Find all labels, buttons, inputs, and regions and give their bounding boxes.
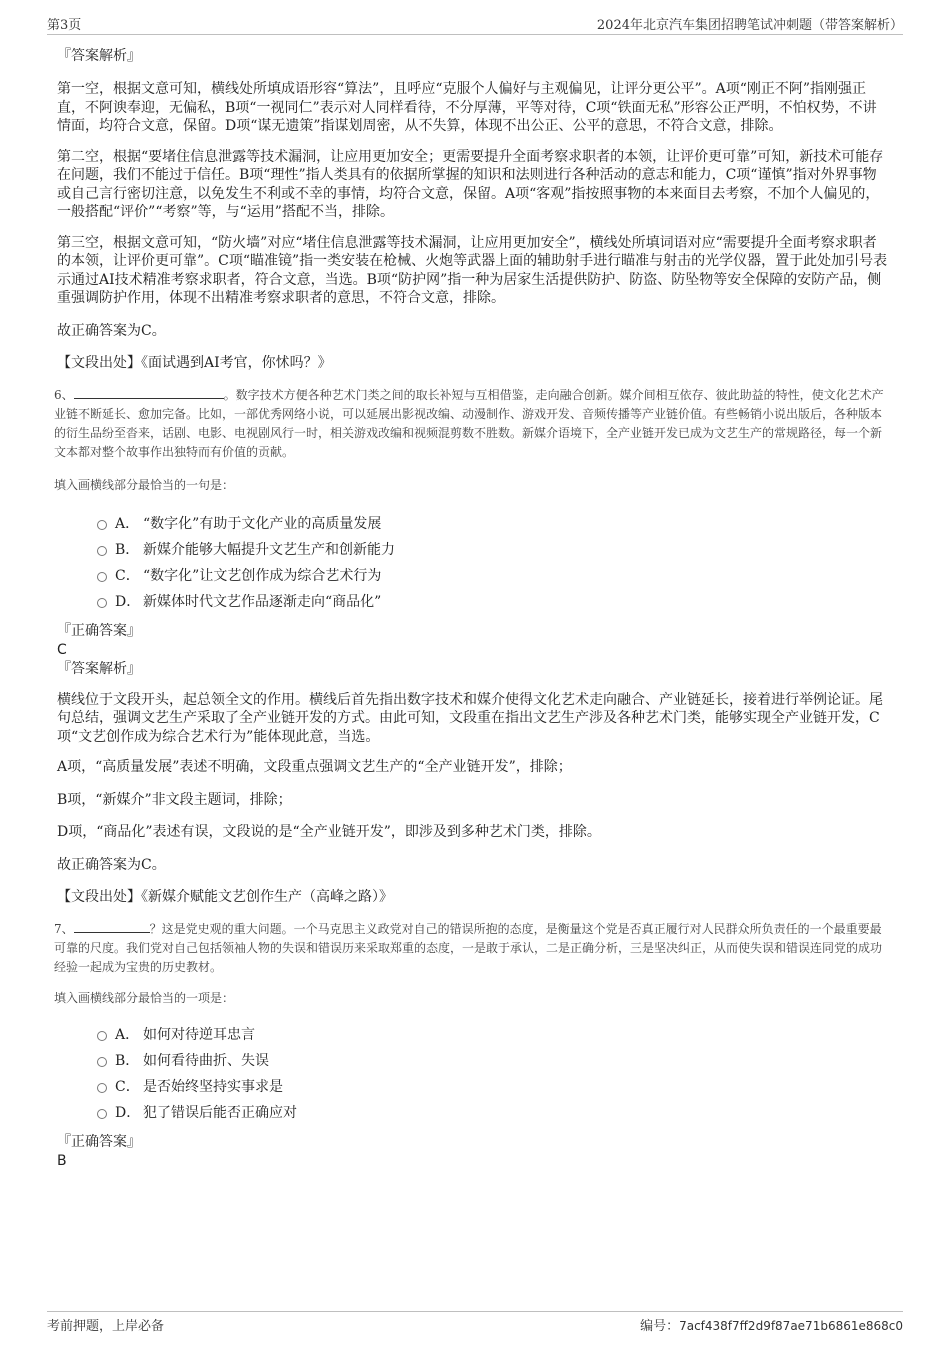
- radio-icon[interactable]: [97, 1057, 107, 1067]
- q7-body: ？这是党史观的重大问题。一个马克思主义政党对自己的错误所抱的态度，是衡量这个党是否真正履行对人民群众所负责任的一个最重要最可靠的尺度。我们党对自己包括领袖人物的失误和错误历来采取郑重的态度，一是敢于承认，二是正确分析，三是坚决纠正，从而使失误和错误连同党的成功经验一起成为宝贵的历史教材。: [54, 921, 883, 974]
- q6-question-text: [54, 385, 888, 462]
- q6-analysis-option-a: A项，“高质量发展”表述不明确，文段重点强调文艺生产的“全产业链开发”，排除；: [57, 759, 572, 775]
- q6-option-c[interactable]: C． “数字化”让文艺创作成为综合艺术行为: [97, 563, 888, 589]
- q6-analysis-option-b: B项，“新媒介”非文段主题词，排除；: [57, 791, 292, 808]
- radio-icon[interactable]: [97, 520, 107, 530]
- main-content: [54, 44, 888, 1170]
- q6-number: 6、: [54, 387, 74, 402]
- radio-icon[interactable]: [97, 598, 107, 608]
- q5-source: 【文段出处】《面试遇到AI考官，你怵吗？》: [57, 355, 332, 371]
- q7-answer: B: [57, 1152, 67, 1169]
- q7-prompt: 填入画横线部分最恰当的一项是：: [54, 990, 235, 1005]
- document-title: 2024年北京汽车集团招聘笔试冲刺题（带答案解析）: [596, 18, 903, 33]
- q6-source: 【文段出处】《新媒介赋能文艺创作生产（高峰之路）》: [57, 889, 393, 905]
- footer-slogan: 考前押题，上岸必备: [47, 1319, 165, 1334]
- q6-blank: [74, 385, 224, 399]
- footer-code-label: 编号：: [640, 1319, 680, 1334]
- q6-option-a[interactable]: A． “数字化”有助于文化产业的高质量发展: [97, 511, 888, 537]
- page-footer: [47, 1311, 903, 1338]
- q6-body: 。数字技术方便各种艺术门类之间的取长补短与互相借鉴，走向融合创新。媒介间相互依存、彼此助益的特性，使文化艺术产业链不断延长、愈加完备。比如，一部优秀网络小说，可以延展出影视改编、动漫制作、游戏开发、音频传播等产业链价值。有些畅销小说出版后，各种版本的衍生品纷至沓来，话剧、电影、电视剧风行一时，相关游戏改编和视频混剪数不胜数。新媒介语境下，全产业链开发已成为文艺生产的常规路径，每一个新文本都对整个故事作出独特而有价值的贡献。: [54, 387, 884, 459]
- q7-option-d[interactable]: D． 犯了错误后能否正确应对: [97, 1100, 888, 1126]
- q7-option-b[interactable]: B． 如何看待曲折、失误: [97, 1048, 888, 1074]
- q6-analysis-option-d: D项，“商品化”表述有误，文段说的是“全产业链开发”，即涉及到多种艺术门类，排除。: [57, 824, 601, 840]
- q6-answer: C: [57, 641, 67, 658]
- page-number: 第3页: [47, 18, 82, 33]
- q6-option-d[interactable]: D． 新媒体时代文艺作品逐渐走向“商品化”: [97, 589, 888, 615]
- radio-icon[interactable]: [97, 1109, 107, 1119]
- q5-analysis-paragraph-1: 第一空，根据文意可知，横线处所填成语形容“算法”，且呼应“克服个人偏好与主观偏见，让评分更公平”。A项“刚正不阿”指刚强正直，不阿谀奉迎，无偏私，B项“一视同仁”表示对人同样看待，不分厚薄，平等对待，C项“铁面无私”形容公正严明，不怕权势，不讲情面，均符合文意，保留。D项“谋无遗策”指谋划周密，从不失算，体现不出公正、公平的意思，不符合文意，排除。: [57, 81, 877, 134]
- q5-analysis-paragraph-2: 第二空，根据“要堵住信息泄露等技术漏洞，让应用更加安全；更需要提升全面考察求职者的本领，让评价更可靠”可知，新技术可能存在问题，我们不能过于信任。B项“理性”指人类具有的依据所掌握的知识和法则进行各种活动的意志和能力，C项“谨慎”指对外界事物或自己言行密切注意，以免发生不利或不幸的事情，均符合文意，保留。A项“客观”指按照事物的本来面目去考察，不加个人偏见的，一般搭配“评价”“考察”等，与“运用”搭配不当，排除。: [57, 148, 884, 220]
- q5-analysis-label: 『答案解析』: [57, 48, 141, 64]
- page-header: [47, 12, 903, 35]
- q7-option-a[interactable]: A． 如何对待逆耳忠言: [97, 1022, 888, 1048]
- q6-answer-label: 『正确答案』: [57, 622, 141, 639]
- radio-icon[interactable]: [97, 572, 107, 582]
- footer-code: [640, 1315, 903, 1334]
- q6-analysis-label: 『答案解析』: [57, 660, 141, 677]
- footer-code-value: 7acf438f7ff2d9f87ae71b6861e868c0: [679, 1319, 903, 1333]
- radio-icon[interactable]: [97, 1083, 107, 1093]
- radio-icon[interactable]: [97, 546, 107, 556]
- q6-options: [97, 511, 888, 615]
- q7-blank: [74, 919, 150, 933]
- q5-conclusion: 故正确答案为C。: [57, 322, 166, 339]
- radio-icon[interactable]: [97, 1031, 107, 1041]
- q6-analysis-paragraph: 横线位于文段开头，起总领全文的作用。横线后首先指出数字技术和媒介使得文化艺术走向融合、产业链延长，接着进行举例论证。尾句总结，强调文艺生产采取了全产业链开发的方式。由此可知，文段重在指出文艺生产涉及各种艺术门类，能够实现全产业链开发，C项“文艺创作成为综合艺术行为”能体现此意，当选。: [57, 691, 883, 745]
- q7-question-text: [54, 919, 888, 977]
- q6-option-b[interactable]: B． 新媒介能够大幅提升文艺生产和创新能力: [97, 537, 888, 563]
- q7-number: 7、: [54, 921, 74, 936]
- q6-prompt: 填入画横线部分最恰当的一句是：: [54, 477, 235, 492]
- q5-analysis-paragraph-3: 第三空，根据文意可知，“防火墙”对应“堵住信息泄露等技术漏洞，让应用更加安全”，横线处所填词语对应“需要提升全面考察求职者的本领，让评价更可靠”。C项“瞄准镜”指一类安装在枪械、火炮等武器上面的辅助射手进行瞄准与射击的光学仪器，置于此处加引号表示通过AI技术精准考察求职者，符合文意，当选。B项“防护网”指一种为居家生活提供防护、防盗、防坠物等安全保障的安防产品，侧重强调防护作用，体现不出精准考察求职者的意思，不符合文意，排除。: [57, 234, 888, 306]
- q7-option-c[interactable]: C． 是否始终坚持实事求是: [97, 1074, 888, 1100]
- q7-options: [97, 1022, 888, 1126]
- q6-conclusion: 故正确答案为C。: [57, 856, 166, 873]
- q7-answer-label: 『正确答案』: [57, 1133, 141, 1150]
